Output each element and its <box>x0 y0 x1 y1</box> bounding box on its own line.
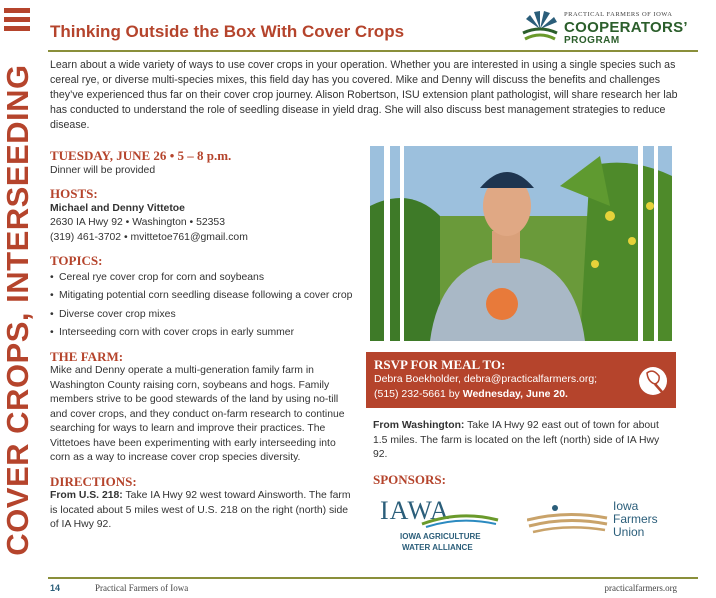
rsvp-contact: Debra Boekholder, debra@practicalfarmers.org; <box>374 373 598 385</box>
sidebar-category-label: COVER CROPS, INTERSEEDING <box>0 64 35 556</box>
sidebar <box>0 0 40 598</box>
directions-washington-label: From Washington: <box>373 420 465 431</box>
event-note: Dinner will be provided <box>50 164 156 176</box>
list-item: • Diverse cover crop mixes <box>50 308 355 323</box>
iawa-wordmark: IAWA <box>380 496 450 525</box>
directions-us218-text: Take IA Hwy 92 west toward Ainsworth. The farm is located about 5 miles west of U.S. 218 on the right (north) side of IA Hwy 92. <box>50 490 351 530</box>
page-number: 14 <box>50 583 61 593</box>
directions-us218-label: From U.S. 218: <box>50 490 123 501</box>
iawa-line2: WATER ALLIANCE <box>402 543 473 552</box>
event-time: 5 – 8 p.m. <box>177 148 232 163</box>
rsvp-box <box>366 352 676 408</box>
host-names: Michael and Denny Vittetoe <box>50 202 185 214</box>
iowa-farmers-union-logo <box>527 498 682 548</box>
host-address: 2630 IA Hwy 92 • Washington • 52353 <box>50 217 225 228</box>
logo-program-word: PROGRAM <box>564 35 620 46</box>
farm-description: Mike and Denny operate a multi-generation family farm in Washington County raising corn, soybeans and hogs. Family members strive to be good stewards of the land by using no-till and cover crops, and they conduct on-farm research to continue searching for ways to learn and improve their practices. The Vittetoes have been experimenting with early interseeding into corn as a way to increase cover crop species diversity. <box>50 365 345 463</box>
host-photo <box>370 146 672 341</box>
topics-heading: TOPICS: <box>50 253 103 268</box>
cooperators-program-logo <box>520 9 700 49</box>
ifu-line2: Farmers <box>613 512 658 526</box>
iawa-swoosh-icon <box>420 510 500 528</box>
rsvp-deadline <box>374 388 568 400</box>
logo-org-name: PRACTICAL FARMERS OF IOWA <box>564 11 673 18</box>
iawa-sponsor-logo <box>380 496 510 558</box>
rsvp-phone: (515) 232-5661 by <box>374 388 463 400</box>
intro-paragraph: Learn about a wide variety of ways to use cover crops in your operation. Whether you are interested in using a single species such as cereal rye, or diverse multi-species mixes, this field day has you covered. Mike and Denny will discuss the benefits and challenges they’ve experienced thus far on their cover crop journey. Alison Robertson, ISU extension plant pathologist, will share research her lab has conducted to understand the role of seedling disease in yield drag. She will also discuss best management strategies to reduce disease. <box>50 59 678 131</box>
farm-heading: THE FARM: <box>50 348 124 364</box>
ifu-line1: Iowa <box>613 499 639 513</box>
list-item: • Interseeding corn with cover crops in early summer <box>50 326 355 341</box>
footer-divider <box>48 577 698 579</box>
directions-us218 <box>50 489 355 533</box>
page-title: Thinking Outside the Box With Cover Crops <box>50 22 405 41</box>
ifu-fields-icon <box>527 502 609 538</box>
event-date: TUESDAY, JUNE 26 <box>50 148 167 163</box>
event-separator: • <box>169 148 175 163</box>
sponsors-heading: SPONSORS: <box>373 472 446 487</box>
footer-website: practicalfarmers.org <box>604 583 677 593</box>
footer-publication: Practical Farmers of Iowa <box>95 583 189 593</box>
host-contact: (319) 461-3702 • mvittetoe761@gmail.com <box>50 231 248 243</box>
directions-washington <box>373 419 675 463</box>
rsvp-heading: RSVP FOR MEAL TO: <box>374 357 506 372</box>
sunburst-logo-icon <box>520 9 560 47</box>
logo-program-name: COOPERATORS’ <box>564 19 688 36</box>
rsvp-date: Wednesday, June 20. <box>462 388 568 400</box>
whisk-icon <box>638 364 668 398</box>
ifu-wordmark <box>613 500 658 539</box>
iawa-line1: IOWA AGRICULTURE <box>400 532 481 541</box>
directions-heading: DIRECTIONS: <box>50 473 137 489</box>
ifu-line3: Union <box>613 525 645 539</box>
list-item: • Cereal rye cover crop for corn and soybeans <box>50 271 355 286</box>
event-datetime <box>50 149 355 164</box>
directions-washington-text: Take IA Hwy 92 east out of town for about 1.5 miles. The farm is located on the left (north) side of IA Hwy 92. <box>373 420 660 460</box>
left-column <box>50 149 355 533</box>
hosts-heading: HOSTS: <box>50 186 98 201</box>
list-item: • Mitigating potential corn seedling disease following a cover crop <box>50 289 355 304</box>
topics-list <box>50 271 355 341</box>
top-divider <box>48 50 698 52</box>
